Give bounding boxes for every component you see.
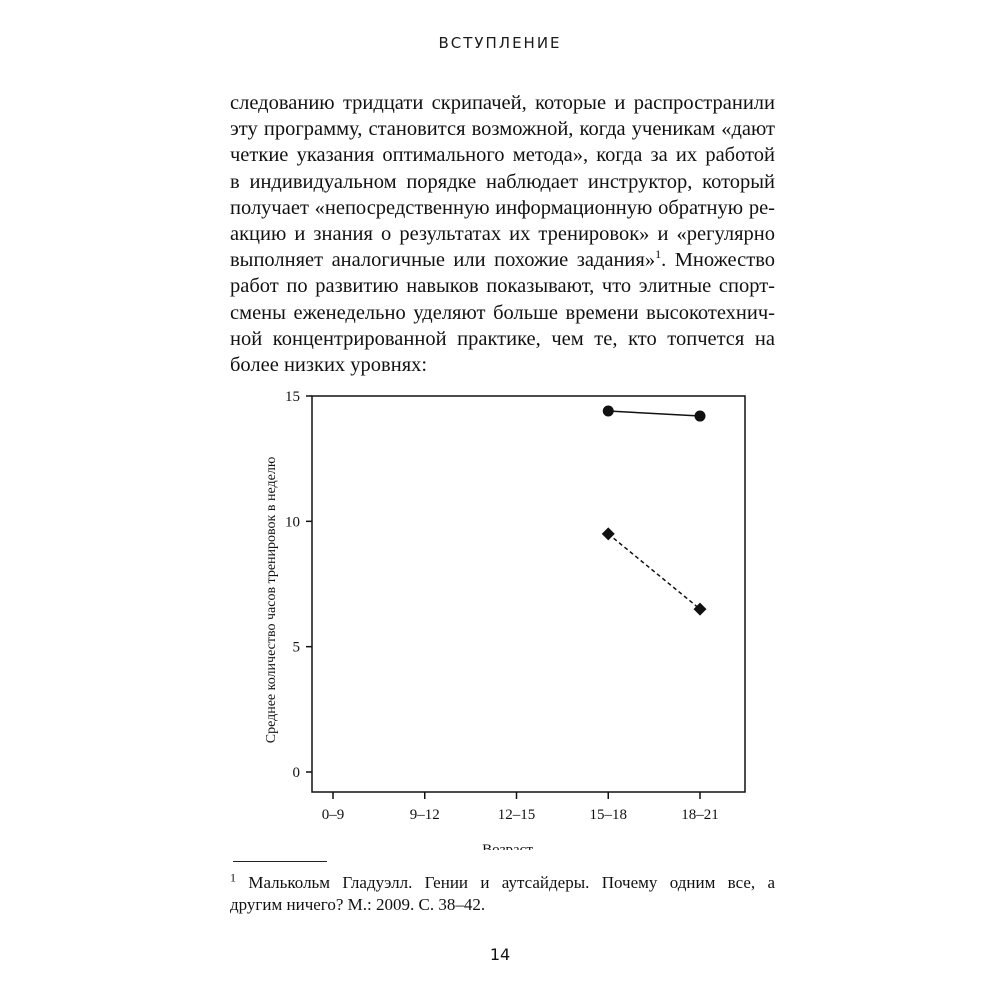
data-point-circle [695, 411, 706, 422]
body-line: четкие указания оптимального метода», когда за их работой [230, 144, 775, 167]
body-line: работ по развитию навыков показывают, что элитные спорт- [230, 275, 775, 298]
x-axis-title: Возраст [482, 842, 533, 850]
footnote-reference[interactable]: 1 [655, 247, 662, 262]
x-tick-label: 9–12 [409, 807, 440, 823]
y-tick-label: 15 [285, 389, 300, 405]
y-tick-label: 10 [285, 514, 300, 531]
footnote-divider [233, 861, 327, 862]
x-tick-label: 18–21 [681, 807, 719, 823]
body-line: ной концентрированной практике, чем те, кто топчется на [230, 327, 775, 350]
page-number: 14 [489, 945, 511, 964]
series-line-circles-solid [608, 411, 700, 416]
running-header: ВСТУПЛЕНИЕ [438, 34, 562, 52]
body-line: более низких уровнях: [230, 354, 428, 377]
footnote [230, 872, 775, 916]
footnote-text: Малькольм Гладуэлл. Гении и аутсайдеры. Почему одним все, а [248, 873, 776, 892]
footnote-line [230, 872, 775, 894]
plot-frame [312, 396, 745, 792]
footnote-line: другим ничего? М.: 2009. С. 38–42. [230, 895, 486, 914]
body-line: смены еженедельно уделяют больше времени высокотехнич- [230, 301, 775, 324]
data-point-diamond [602, 527, 615, 540]
y-axis-title: Среднее количество часов тренировок в неделю [264, 456, 279, 744]
x-tick-label: 0–9 [321, 807, 345, 823]
body-paragraph [230, 90, 775, 378]
chart-canvas [255, 380, 755, 850]
series-line-diamonds-dashed [608, 534, 700, 609]
x-tick-label: 15–18 [589, 807, 627, 823]
body-line: в индивидуальном порядке наблюдает инструктор, который [230, 170, 775, 193]
body-line: акцию и знания о результатах их тренировок» и «регулярно [230, 223, 775, 246]
y-tick-label: 0 [292, 765, 300, 781]
body-line [230, 247, 775, 273]
training-hours-chart [255, 380, 755, 850]
footnote-marker: 1 [230, 870, 236, 885]
body-line: эту программу, становится возможной, когда ученикам «дают [230, 118, 775, 141]
data-point-circle [603, 406, 614, 417]
body-line-text: выполняет аналогичные или похожие задания» [230, 249, 656, 272]
body-line-tail: . Множество [661, 249, 775, 272]
x-tick-label: 12–15 [497, 807, 536, 823]
y-tick-label: 5 [292, 639, 300, 656]
body-line: получает «непосредственную информационную обратную ре- [230, 196, 775, 219]
body-line: следованию тридцати скрипачей, которые и распространили [230, 92, 775, 114]
